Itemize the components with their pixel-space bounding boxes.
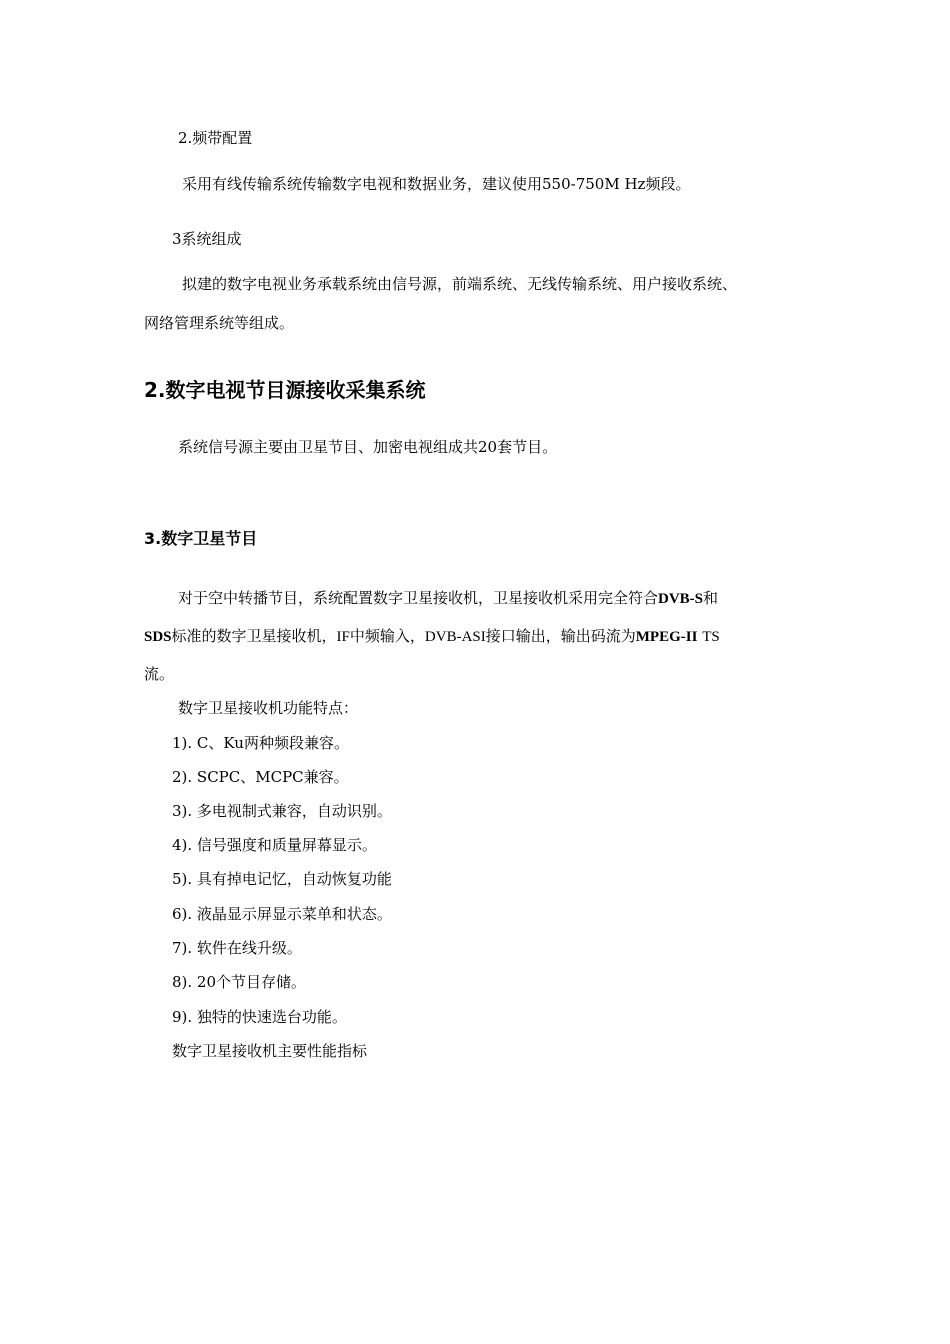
satellite-para-text: 接口输出，输出码流为: [485, 627, 636, 645]
heading-source: 2.数字电视节目源接收采集系统: [144, 378, 426, 402]
band-title: 2.频带配置: [178, 129, 253, 147]
features-title: 数字卫星接收机功能特点：: [178, 699, 359, 717]
system-title: 3系统组成: [172, 230, 242, 248]
feature-item: 1). C、Ku两种频段兼容。: [172, 734, 349, 752]
system-text-line-2: 网络管理系统等组成。: [144, 314, 295, 332]
sds-term: SDS: [144, 629, 172, 645]
band-text: 采用有线传输系统传输数字电视和数据业务，建议使用550-750M Hz频段。: [182, 175, 691, 193]
dvb-asi-term: DVB-ASI: [424, 629, 486, 645]
satellite-para-text: 中频输入，: [349, 627, 425, 645]
source-text: 系统信号源主要由卫星节目、加密电视组成共20套节目。: [178, 438, 558, 456]
feature-item: 6). 液晶显示屏显示菜单和状态。: [172, 905, 392, 923]
if-term: IF: [336, 629, 350, 645]
satellite-para-line-3: 流。: [144, 665, 175, 683]
feature-item: 4). 信号强度和质量屏幕显示。: [172, 836, 377, 854]
system-text-line-1: 拟建的数字电视业务承载系统由信号源，前端系统、无线传输系统、用户接收系统、: [182, 275, 738, 293]
dvbs-term: DVB-S: [658, 591, 704, 607]
mpeg-term: MPEG-II: [635, 629, 698, 645]
satellite-para-line-2: [144, 626, 720, 647]
satellite-para-text: 对于空中转播节目，系统配置数字卫星接收机，卫星接收机采用完全符合: [178, 589, 659, 607]
feature-item: 2). SCPC、MCPC兼容。: [172, 768, 349, 786]
satellite-para-text: 标准的数字卫星接收机，: [171, 627, 337, 645]
feature-item: 3). 多电视制式兼容，自动识别。: [172, 802, 392, 820]
feature-item: 5). 具有掉电记忆，自动恢复功能: [172, 870, 392, 888]
feature-item: 8). 20个节目存储。: [172, 973, 307, 991]
satellite-para-line-1: [178, 588, 718, 609]
feature-item: 9). 独特的快速选台功能。: [172, 1008, 347, 1026]
satellite-para-text: 和: [703, 589, 719, 607]
ts-term: TS: [702, 629, 720, 645]
heading-satellite: 3.数字卫星节目: [144, 529, 258, 548]
feature-item: 7). 软件在线升级。: [172, 939, 302, 957]
specs-title: 数字卫星接收机主要性能指标: [172, 1042, 368, 1060]
